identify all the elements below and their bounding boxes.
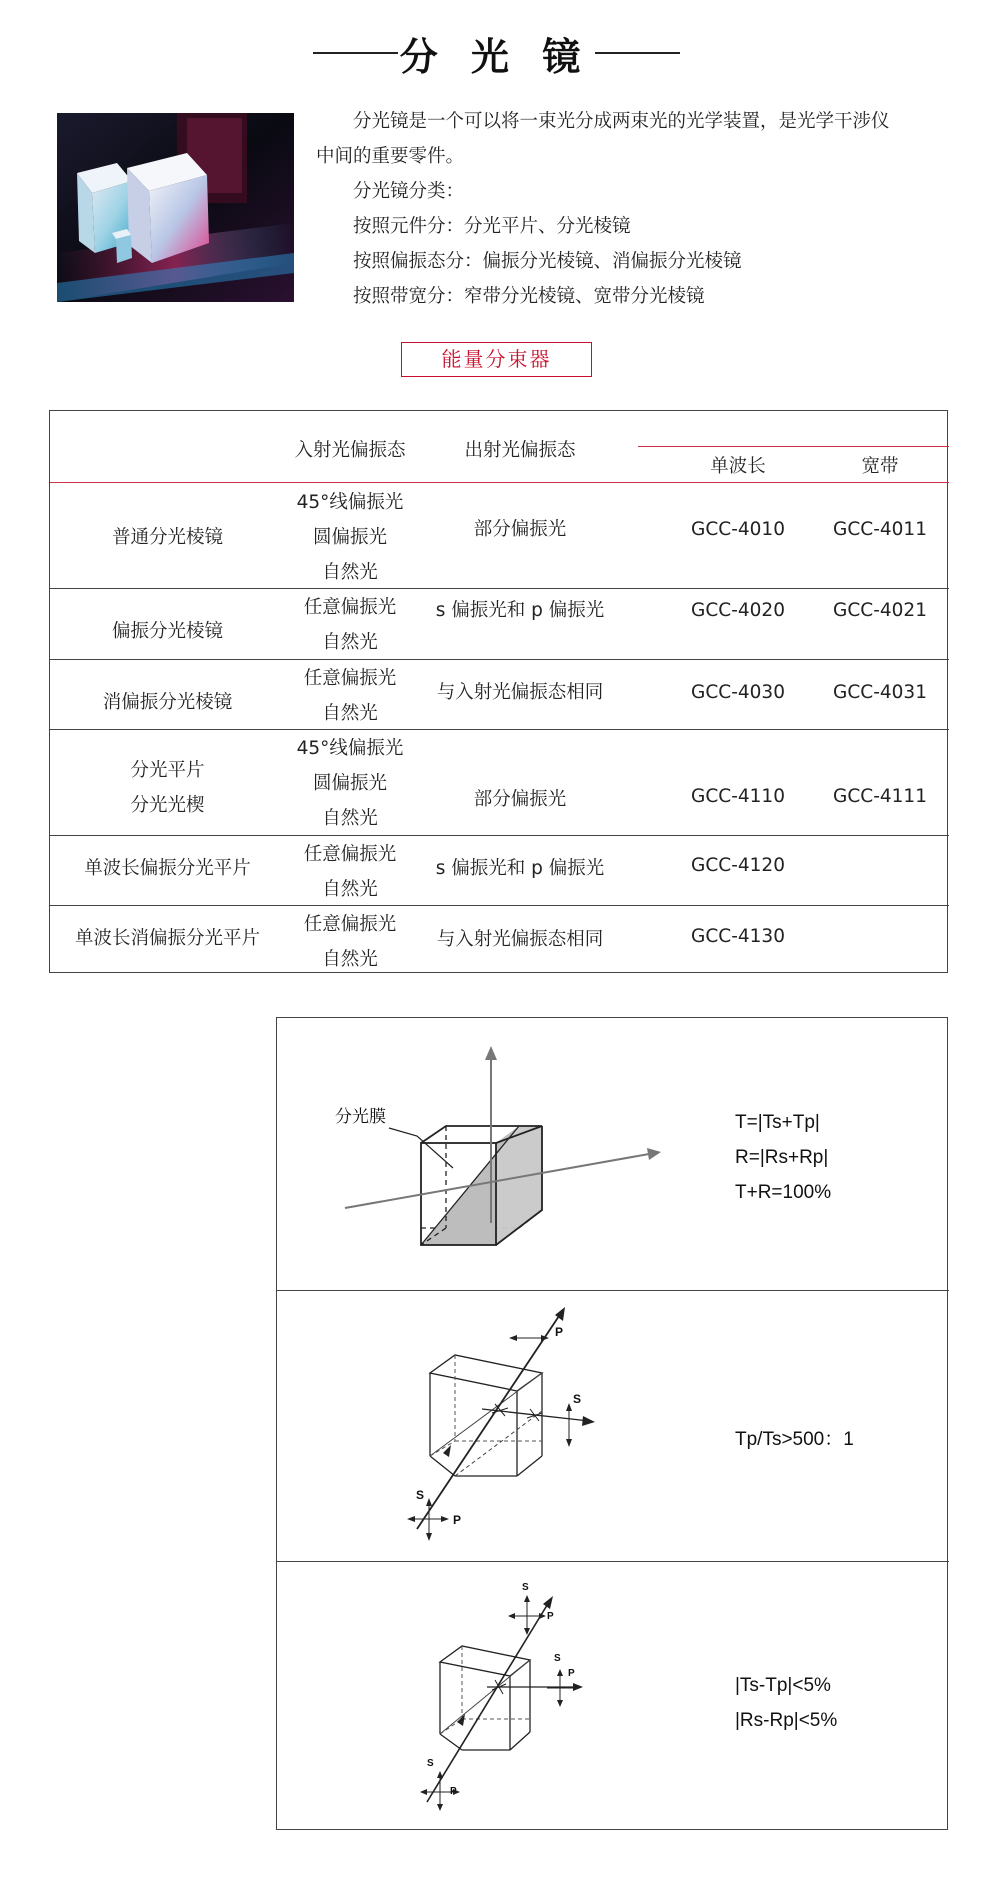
row-incident: 自然光 [322,562,378,583]
header-exit: 出射光偏振态 [464,440,576,461]
polarization-label-s: S [554,1653,561,1664]
section-label: 能量分束器 [401,342,592,377]
row-model-single: GCC-4020 [691,600,785,621]
row-incident: 圆偏振光 [312,773,387,794]
polarization-label-s: S [522,1582,529,1593]
row-rule [50,729,949,730]
row-incident: 自然光 [322,808,378,829]
row-name: 偏振分光棱镜 [111,621,223,642]
header-single: 单波长 [710,456,766,477]
formula-line: T=|Ts+Tp| [735,1112,820,1133]
polarization-label-p: P [450,1786,457,1797]
header-incident: 入射光偏振态 [294,440,406,461]
row-name: 分光光楔 [130,795,205,816]
row-name: 消偏振分光棱镜 [102,692,233,713]
row-model-broad: GCC-4111 [833,786,927,807]
row-incident: 45°线偏振光 [296,492,404,513]
row-exit: 部分偏振光 [473,789,567,810]
formula-line: R=|Rs+Rp| [735,1147,829,1168]
intro-line: 分光镜分类： [353,181,465,202]
polarization-label-p: P [555,1325,564,1339]
row-exit: s 偏振光和 p 偏振光 [435,858,605,879]
row-exit: 部分偏振光 [473,519,567,540]
row-exit: 与入射光偏振态相同 [436,929,604,950]
formula-line: |Rs-Rp|<5% [735,1710,838,1731]
row-incident: 自然光 [322,703,378,724]
row-rule [50,588,949,589]
formula-line: T+R=100% [735,1182,832,1203]
row-incident: 自然光 [322,949,378,970]
row-model-single: GCC-4010 [691,519,785,540]
row-model-single: GCC-4130 [691,926,785,947]
beam-splitter-cube-diagram [277,1018,949,1290]
polarization-label-s: S [573,1392,582,1406]
row-rule [50,905,949,906]
film-label: 分光膜 [335,1107,386,1127]
row-name: 分光平片 [130,760,205,781]
row-name: 单波长偏振分光平片 [84,858,251,879]
row-model-single: GCC-4120 [691,855,785,876]
formula-line: Tp/Ts>500：1 [735,1429,854,1450]
intro-line: 分光镜是一个可以将一束光分成两束光的光学装置，是光学干涉仪 [353,111,890,132]
row-model-broad: GCC-4011 [833,519,927,540]
row-model-broad: GCC-4021 [833,600,927,621]
header-subrule [638,446,949,447]
polarization-label-p: P [547,1611,554,1622]
header-rule [50,482,949,483]
diagram-panel [276,1017,948,1830]
intro-line: 按照偏振态分：偏振分光棱镜、消偏振分光棱镜 [353,251,742,272]
row-exit: 与入射光偏振态相同 [436,682,604,703]
row-name: 普通分光棱镜 [111,527,223,548]
intro-paragraph [316,104,956,314]
product-table [49,410,948,973]
row-model-single: GCC-4030 [691,682,785,703]
title-rule-left [313,52,398,54]
polarization-label-s: S [416,1488,425,1502]
intro-line: 按照元件分：分光平片、分光棱镜 [353,216,631,237]
page-header [0,20,990,80]
row-incident: 任意偏振光 [303,597,397,618]
row-incident: 圆偏振光 [312,527,387,548]
polarization-label-s: S [427,1758,434,1769]
row-incident: 45°线偏振光 [296,738,404,759]
intro-line: 中间的重要零件。 [316,146,465,167]
row-incident: 任意偏振光 [303,668,397,689]
title-rule-right [595,52,680,54]
formula-line: |Ts-Tp|<5% [735,1675,831,1696]
row-incident: 任意偏振光 [303,914,397,935]
row-model-single: GCC-4110 [691,786,785,807]
header-broad: 宽带 [861,456,899,477]
row-model-broad: GCC-4031 [833,682,927,703]
row-exit: s 偏振光和 p 偏振光 [435,600,605,621]
row-incident: 自然光 [322,879,378,900]
row-incident: 任意偏振光 [303,844,397,865]
row-name: 单波长消偏振分光平片 [74,928,260,949]
beam-splitter-photo [57,113,294,302]
row-rule [50,835,949,836]
row-incident: 自然光 [322,632,378,653]
intro-line: 按照带宽分：窄带分光棱镜、宽带分光棱镜 [353,286,705,307]
polarization-label-p: P [453,1513,462,1527]
polarization-label-p: P [568,1668,575,1679]
non-polarizing-cube-diagram [277,1562,949,1830]
page-title: 分 光 镜 [399,35,591,79]
row-rule [50,659,949,660]
